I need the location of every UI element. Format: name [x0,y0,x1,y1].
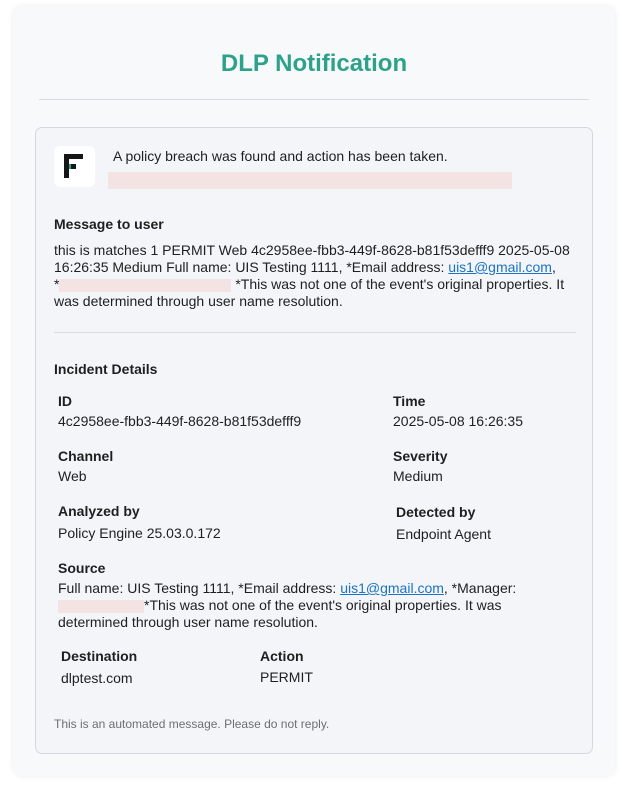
analyzed-by-label: Analyzed by [58,503,140,519]
section-divider [54,332,576,333]
severity-label: Severity [393,448,448,464]
company-logo-icon [54,146,95,187]
page-title: DLP Notification [220,50,408,77]
destination-label: Destination [61,648,138,664]
severity-value: Medium [393,468,443,484]
action-value: PERMIT [260,669,313,685]
email-container [13,6,615,776]
id-value: 4c2958ee-fbb3-449f-8628-b81f53defff9 [58,413,302,429]
action-label: Action [260,648,304,664]
incident-details-label: Incident Details [54,361,158,377]
time-label: Time [393,393,426,409]
footer-note: This is an automated message. Please do not reply. [54,717,330,731]
message-to-user-text: this is matches 1 PERMIT Web 4c2958ee-fbb3-449f-8628-b81f53defff9 2025-05-08 16:26:35 Medium Full name: UIS Testing 1111, *Email address: uis1@gmail.com, * *This was not one of the event's original properties. It was determined through user name resolution. [54,242,570,309]
breach-message: A policy breach was found and action has been taken. [113,148,448,164]
time-value: 2025-05-08 16:26:35 [393,413,523,429]
analyzed-by-value: Policy Engine 25.03.0.172 [58,525,221,541]
header-divider [39,99,589,100]
source-email-link[interactable]: uis1@gmail.com [340,580,444,596]
id-label: ID [58,393,72,409]
source-text: Full name: UIS Testing 1111, *Email address: uis1@gmail.com, *Manager: *This was not one of the event's original properties. It was determined through user name resolution. [58,580,517,630]
redacted-block [108,172,512,189]
channel-label: Channel [58,448,114,464]
source-label: Source [58,560,106,576]
channel-value: Web [58,468,87,484]
redacted-inline [58,600,144,613]
redacted-inline [59,279,231,292]
message-to-user-label: Message to user [54,216,164,232]
detected-by-value: Endpoint Agent [396,526,491,542]
destination-value: dlptest.com [61,670,133,686]
email-link[interactable]: uis1@gmail.com [448,259,552,275]
detected-by-label: Detected by [396,504,476,520]
notification-card [35,127,593,754]
